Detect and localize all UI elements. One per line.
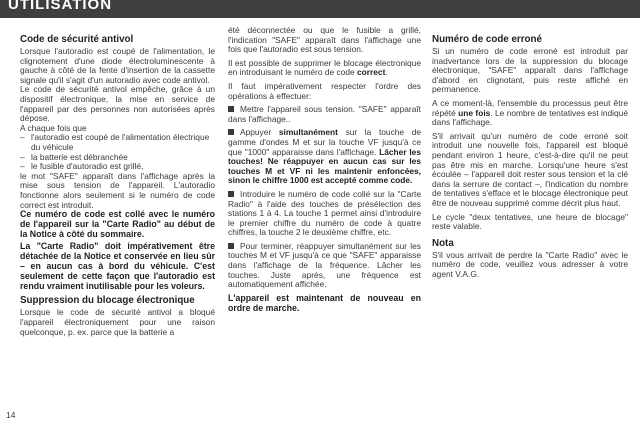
step-2 xyxy=(228,128,421,186)
paragraph xyxy=(432,99,628,128)
paragraph: Si un numéro de code erroné est introduit par inadvertance lors de la suppression du blocage électronique, "SAFE" apparaît dans l'affichage d'abord en clignotant, puis reste affiché en permanence. xyxy=(432,46,628,95)
section-header-bar xyxy=(0,0,640,18)
paragraph: Le code de sécurité antivol empêche, grâce à un dispositif électronique, la mise en service de l'appareil par des personnes non autorisées après dépose. xyxy=(20,84,215,124)
paragraph: Lorsque l'autoradio est coupé de l'alimentation, le clignotement d'une diode électroluminescente à gauche à côté de la fente d'insertion de la cassette signale qu'il s'agit d'un autoradio avec code antivol. xyxy=(20,46,215,85)
condition-list xyxy=(20,133,215,171)
heading-nota: Nota xyxy=(432,237,454,249)
final-note: L'appareil est maintenant de nouveau en ordre de marche. xyxy=(228,292,421,313)
list-item: – l'autoradio est coupé de l'alimentation électrique du véhicule xyxy=(20,133,215,152)
paragraph: Lorsque le code de sécurité antivol a bloqué l'appareil électroniquement pour une raison quelconque, p. ex. parce que la batterie a xyxy=(20,307,215,337)
emphasis: simultanément xyxy=(278,127,338,138)
paragraph: S'il arrivait qu'un numéro de code erroné soit introduit une nouvelle fois, l'appareil est bloqué pendant environ 1 heure, c'est-à-dire qu'il ne peut pas être mis en marche. Lorsqu'une heure s'est écoulée – l'appareil doit rester sous tension et la clé dans la serrure de contact –, l'indication du nombre de tentatives s'efface et le blocage électronique peut être de nouveau supprimé comme décrit plus haut. xyxy=(432,130,628,208)
page-number: 14 xyxy=(6,410,16,420)
text: Il est possible de supprimer le blocage électronique en introduisant le numéro de code xyxy=(228,57,421,78)
bullet-square-icon xyxy=(228,191,234,197)
paragraph: été déconnectée ou que le fusible a grillé, l'indication "SAFE" apparaît dans l'affichage une fois que l'autoradio est sous tension. xyxy=(228,25,421,55)
step-text: Introduire le numéro de code collé sur la "Carte Radio" à l'aide des touches de présélection des stations 1 à 4. La touche 1 permet ainsi d'introduire le premier chiffre du numéro de code à quatre chiffres, la touche 2 le deuxième chiffre, etc. xyxy=(228,188,421,238)
column-left xyxy=(20,34,215,341)
step-1 xyxy=(228,105,421,124)
paragraph: le mot "SAFE" apparaît dans l'affichage après la mise sous tension de l'appareil. L'autoradio fonctionne alors seulement si le numéro de code correct est introduit. xyxy=(20,170,215,210)
section-title: UTILISATION xyxy=(8,0,113,13)
emphasis: Lâcher les touches! Ne réappuyer en aucun cas sur les touches M et VF ni les maintenir enfoncées, sinon le chiffre 1000 est accepté comme code. xyxy=(228,146,421,186)
paragraph: S'il vous arrivait de perdre la "Carte Radio" avec le numéro de code, veuillez vous adresser à votre agent V.A.G. xyxy=(432,249,628,279)
emphasis: correct xyxy=(356,67,386,78)
paragraph: Il faut impérativement respecter l'ordre des opérations à effectuer: xyxy=(228,80,421,101)
step-text: Mettre l'appareil sous tension. "SAFE" apparaît dans l'affichage.. xyxy=(228,104,421,124)
paragraph: Le cycle "deux tentatives, une heure de blocage" reste valable. xyxy=(432,211,628,232)
step-text: Pour terminer, réappuyer simultanément sur les touches M et VF jusqu'à ce que "SAFE" apparaisse dans l'affichage de la fréquence. Lâcher les touches. Juste après, une fréquence est automatiquement affichée. xyxy=(228,240,421,290)
bold-warning: La "Carte Radio" doit impérativement être détachée de la Notice et conservée en lieu sûr – en aucun cas à bord du véhicule. C'est seulement de cette façon que l'autoradio est rendu vraiment inutilisable pour les voleurs. xyxy=(20,241,215,291)
text: A ce moment-là, l'ensemble du processus peut être répété xyxy=(432,97,628,118)
step-3 xyxy=(228,190,421,238)
text: . Le nombre de tentatives est indiqué dans l'affichage. xyxy=(432,107,628,128)
list-item: – la batterie est débranchée xyxy=(20,153,215,163)
paragraph: A chaque fois que xyxy=(20,122,87,133)
paragraph: Il est possible de supprimer le blocage électronique en introduisant le numéro de code correct. xyxy=(228,57,421,78)
heading-wrong-code: Numéro de code erroné xyxy=(432,34,542,45)
heading-unlock: Suppression du blocage électronique xyxy=(20,295,195,307)
bullet-square-icon xyxy=(228,129,234,135)
step-4 xyxy=(228,242,421,290)
column-middle xyxy=(228,26,421,317)
step-text: Appuyer xyxy=(240,127,272,138)
bullet-square-icon xyxy=(228,243,234,249)
emphasis: une fois xyxy=(458,107,491,118)
bold-notice: Ce numéro de code est collé avec le numéro de l'appareil sur la "Carte Radio" au début de la Notice à côté du sommaire. xyxy=(20,209,215,239)
step-text: sur la touche de gamme d'ondes M et sur la touche VF jusqu'à ce que "1000" apparaisse dans l'affichage. xyxy=(228,127,422,157)
heading-antitheft-code: Code de sécurité antivol xyxy=(20,34,134,45)
list-item: – le fusible d'autoradio est grillé, xyxy=(20,162,215,172)
column-right xyxy=(432,34,628,283)
bullet-square-icon xyxy=(228,106,234,112)
